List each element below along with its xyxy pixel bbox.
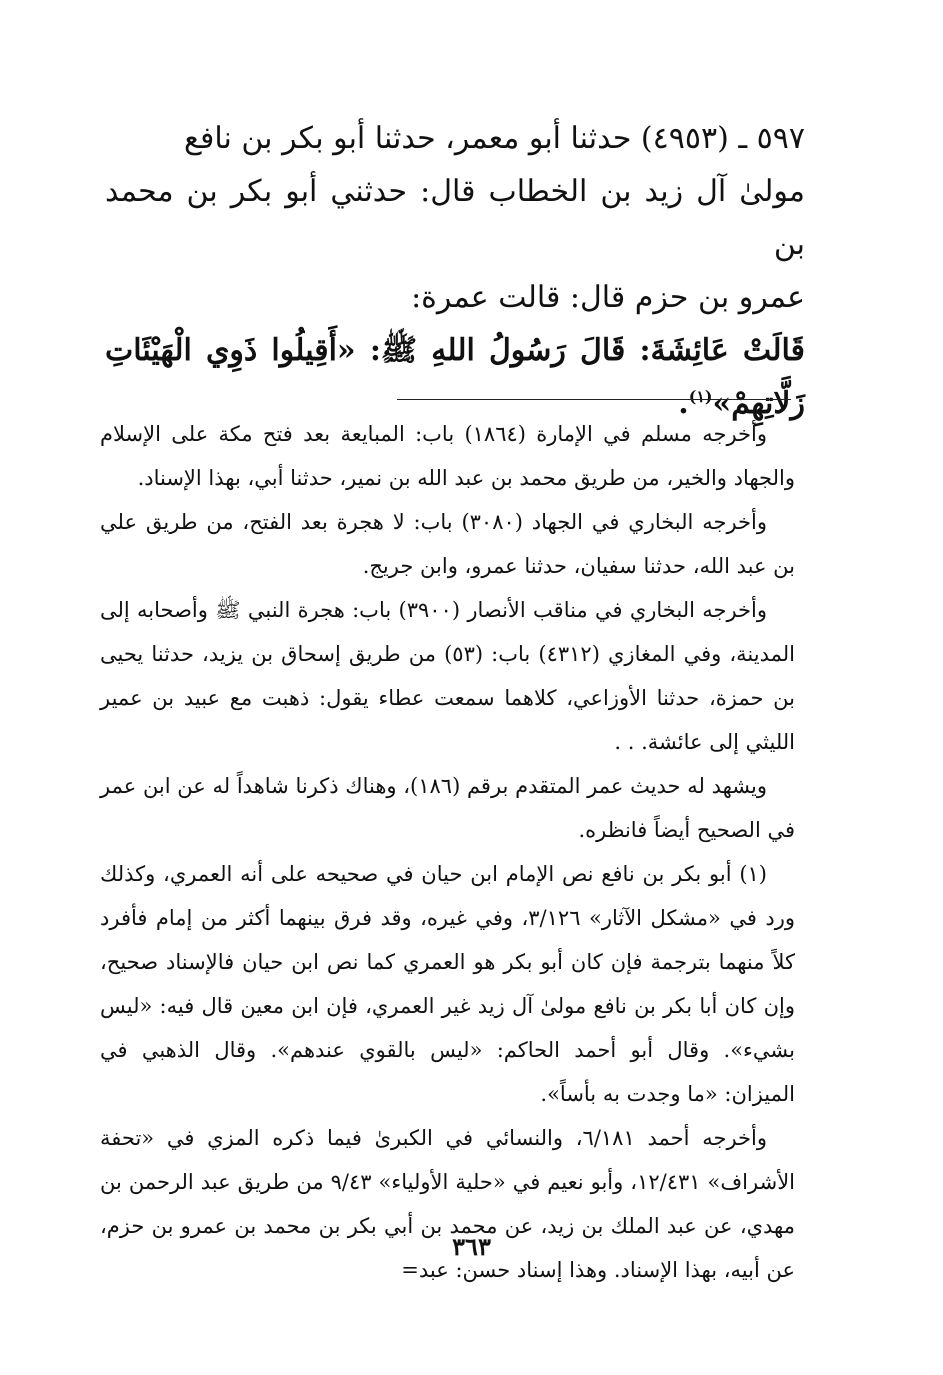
hadith-period: . — [678, 386, 689, 421]
footnotes — [100, 412, 795, 1292]
footnote-paragraph: ويشهد له حديث عمر المتقدم برقم (١٨٦)، وهناك ذكرنا شاهداً له عن ابن عمر في الصحيح أيضاً فانظره. — [100, 774, 795, 842]
footnote-paragraph: وأخرجه البخاري في الجهاد (٣٠٨٠) باب: لا هجرة بعد الفتح، من طريق علي بن عبد الله، حدثنا سفيان، حدثنا عمرو، وابن جريج. — [100, 510, 795, 578]
footnote-paragraph: وأخرجه أحمد ٦/١٨١، والنسائي في الكبرىٰ فيما ذكره المزي في «تحفة الأشراف» ١٢/٤٣١، وأبو نعيم في «حلية الأولياء» ٩/٤٣ من طريق عبد الرحمن بن مهدي، عن عبد الملك بن زيد، عن محمد بن أبي بكر بن محمد بن عمرو بن حزم، عن أبيه، بهذا الإسناد. وهذا إسناد حسن: عبد= — [100, 1126, 796, 1282]
footnote-paragraph: وأخرجه مسلم في الإمارة (١٨٦٤) باب: المبايعة بعد فتح مكة على الإسلام والجهاد والخير، من طريق محمد بن عبد الله بن نمير، حدثنا أبي، بهذا الإسناد. — [100, 422, 795, 490]
page-number: ٣٦٣ — [452, 1232, 491, 1261]
isnad-line-1: ٥٩٧ ـ (٤٩٥٣) حدثنا أبو معمر، حدثنا أبو بكر بن نافع — [184, 121, 805, 156]
hadith-main-text — [105, 112, 805, 430]
hadith-text: قَالَتْ عَائِشَةَ: قَالَ رَسُولُ اللهِ ﷺ: «أَقِيلُوا ذَوِي الْهَيْئَاتِ زَلَّاتِهِمْ» — [105, 333, 805, 421]
footnote-paragraph: (١) أبو بكر بن نافع نص الإمام ابن حيان في صحيحه على أنه العمري، وكذلك ورد في «مشكل الآثار» ٣/١٢٦، وفي غيره، وقد فرق بينهما أكثر من إمام فأفرد كلاً منهما بترجمة فإن كان أبو بكر هو العمري كما نص ابن حيان فالإسناد صحيح، وإن كان أبا بكر بن نافع مولىٰ آل زيد غير العمري، فإن ابن معين قال فيه: «ليس بشيء». وقال أبو أحمد الحاكم: «ليس بالقوي عندهم». وقال الذهبي في الميزان: «ما وجدت به بأساً». — [100, 862, 795, 1106]
isnad-line-2: مولىٰ آل زيد بن الخطاب قال: حدثني أبو بكر بن محمد بن — [105, 174, 805, 262]
footnote-paragraph: وأخرجه البخاري في مناقب الأنصار (٣٩٠٠) باب: هجرة النبي ﷺ وأصحابه إلى المدينة، وفي المغازي (٤٣١٢) باب: (٥٣) من طريق إسحاق بن يزيد، حدثنا يحيى بن حمزة، حدثنا الأوزاعي، كلاهما سمعت عطاء يقول: ذهبت مع عبيد بن عمير الليثي إلى عائشة. . . — [100, 598, 795, 754]
isnad-line-3: عمرو بن حزم قال: قالت عمرة: — [411, 280, 805, 315]
footnote-divider — [397, 399, 791, 400]
footnote-marker: (١) — [688, 387, 713, 406]
